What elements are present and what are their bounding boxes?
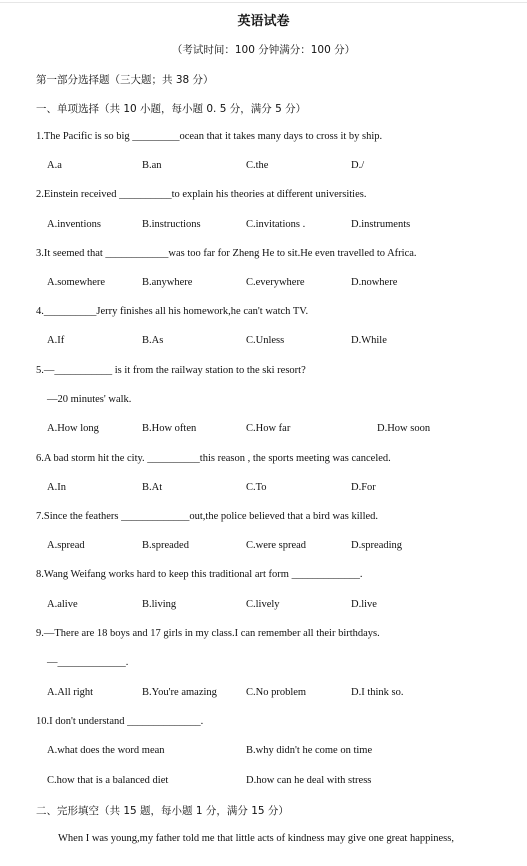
question-5-stem: 5.—___________ is it from the railway station to the ski resort? bbox=[36, 365, 306, 376]
question-6-option-b: B.At bbox=[142, 482, 163, 493]
question-9-answer-line: —_____________. bbox=[47, 657, 129, 668]
question-3-option-c: C.everywhere bbox=[246, 277, 305, 288]
question-5-option-a: A.How long bbox=[47, 423, 99, 434]
question-8-option-c: C.lively bbox=[246, 599, 280, 610]
question-3-option-a: A.somewhere bbox=[47, 277, 106, 288]
question-7-option-b: B.spreaded bbox=[142, 540, 189, 551]
section1-heading: 一、单项选择（共 10 小题，每小题 0. 5 分，满分 5 分） bbox=[36, 103, 307, 115]
question-6-stem: 6.A bad storm hit the city. __________this reason , the sports meeting was canceled. bbox=[36, 453, 391, 464]
question-9-option-b: B.You're amazing bbox=[142, 687, 217, 698]
question-3-stem: 3.It seemed that ____________was too far for Zheng He to sit.He even travelled to Africa. bbox=[36, 248, 417, 259]
question-4-stem: 4.__________Jerry finishes all his homework,he can't watch TV. bbox=[36, 306, 309, 317]
section2-heading: 二、完形填空（共 15 题，每小题 1 分，满分 15 分） bbox=[36, 805, 289, 817]
question-1-option-d: D./ bbox=[351, 160, 365, 171]
question-5-option-c: C.How far bbox=[246, 423, 291, 434]
question-5-answer-line: —20 minutes' walk. bbox=[47, 394, 132, 405]
question-7-option-a: A.spread bbox=[47, 540, 85, 551]
question-7-stem: 7.Since the feathers _____________out,the police believed that a bird was killed. bbox=[36, 511, 379, 522]
question-5-option-b: B.How often bbox=[142, 423, 197, 434]
question-8-stem: 8.Wang Weifang works hard to keep this traditional art form _____________. bbox=[36, 569, 363, 580]
question-10-option-c: C.how that is a balanced diet bbox=[47, 775, 169, 786]
top-rule bbox=[0, 2, 527, 3]
question-1-option-a: A.a bbox=[47, 160, 62, 171]
question-2-option-d: D.instruments bbox=[351, 219, 411, 230]
passage-text: When I was young,my father told me that little acts of kindness may give one great happiness, bbox=[58, 833, 454, 844]
question-8-option-a: A.alive bbox=[47, 599, 78, 610]
question-5-option-d: D.How soon bbox=[377, 423, 431, 434]
question-6-option-d: D.For bbox=[351, 482, 376, 493]
question-8-option-b: B.living bbox=[142, 599, 177, 610]
question-6-option-a: A.In bbox=[47, 482, 66, 493]
question-1-option-b: B.an bbox=[142, 160, 162, 171]
question-10-stem: 10.I don't understand ______________. bbox=[36, 716, 204, 727]
question-4-option-c: C.Unless bbox=[246, 335, 285, 346]
question-2-option-b: B.instructions bbox=[142, 219, 201, 230]
question-3-option-d: D.nowhere bbox=[351, 277, 398, 288]
question-10-option-b: B.why didn't he come on time bbox=[246, 745, 373, 756]
question-9-option-d: D.I think so. bbox=[351, 687, 404, 698]
page-title: 英语试卷 bbox=[237, 14, 290, 29]
question-9-stem: 9.—There are 18 boys and 17 girls in my class.I can remember all their birthdays. bbox=[36, 628, 380, 639]
question-6-option-c: C.To bbox=[246, 482, 267, 493]
question-2-option-c: C.invitations . bbox=[246, 219, 306, 230]
question-9-option-c: C.No problem bbox=[246, 687, 307, 698]
question-10-option-d: D.how can he deal with stress bbox=[246, 775, 372, 786]
question-4-option-b: B.As bbox=[142, 335, 164, 346]
part1-heading: 第一部分选择题（三大题；共 38 分） bbox=[36, 74, 214, 86]
question-10-option-a: A.what does the word mean bbox=[47, 745, 165, 756]
question-3-option-b: B.anywhere bbox=[142, 277, 193, 288]
question-1-option-c: C.the bbox=[246, 160, 269, 171]
question-2-option-a: A.inventions bbox=[47, 219, 101, 230]
question-9-option-a: A.All right bbox=[47, 687, 94, 698]
question-7-option-c: C.were spread bbox=[246, 540, 307, 551]
question-8-option-d: D.live bbox=[351, 599, 377, 610]
question-7-option-d: D.spreading bbox=[351, 540, 403, 551]
exam-info: （考试时间：100 分钟满分：100 分） bbox=[171, 44, 356, 56]
question-1-stem: 1.The Pacific is so big _________ocean that it takes many days to cross it by ship. bbox=[36, 131, 383, 142]
question-2-stem: 2.Einstein received __________to explain his theories at different universities. bbox=[36, 189, 367, 200]
question-4-option-d: D.While bbox=[351, 335, 387, 346]
question-4-option-a: A.If bbox=[47, 335, 65, 346]
